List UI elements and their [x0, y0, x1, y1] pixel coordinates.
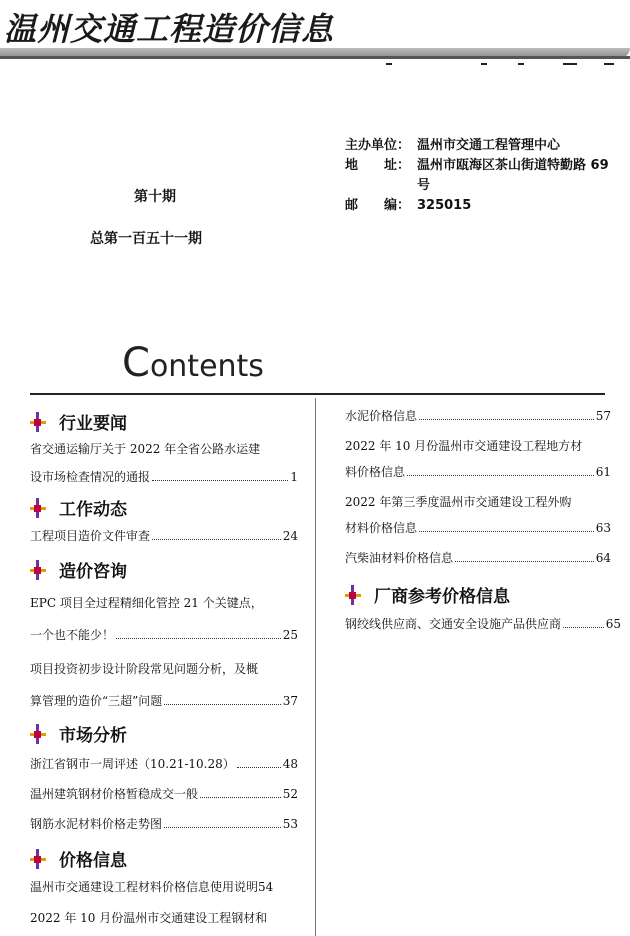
toc-entry[interactable]: [345, 550, 611, 566]
publisher-value: 325015: [417, 198, 472, 213]
toc-entry-page: 54: [258, 880, 274, 894]
section-title: 市场分析: [59, 726, 127, 746]
issue-number: 第十期: [134, 189, 176, 205]
toc-entry-title: 温州建筑钢材价格暂稳成交一般: [30, 787, 199, 801]
toc-entry-page: 63: [595, 521, 611, 535]
toc-entry-title: 浙江省钢市一周评述（10.21-10.28）: [30, 757, 235, 771]
masthead-dash: [563, 63, 577, 65]
section-heading: [30, 557, 127, 582]
toc-entry-page: 48: [282, 757, 298, 771]
toc-entry-title: 设市场检查情况的通报: [30, 470, 151, 484]
toc-entry-title: 算管理的造价“三超”问题: [30, 694, 163, 708]
toc-entry-title: 材料价格信息: [345, 521, 418, 535]
section-title: 厂商参考价格信息: [374, 587, 510, 607]
publisher-value: 温州市交通工程管理中心: [417, 138, 561, 153]
toc-entry[interactable]: [30, 595, 298, 643]
masthead-dash: [518, 63, 524, 65]
toc-entry-title: 钢绞线供应商、交通安全设施产品供应商: [345, 617, 562, 631]
toc-entry[interactable]: [30, 756, 298, 772]
toc-entry[interactable]: [30, 441, 298, 485]
toc-entry-title: 项目投资初步设计阶段常见问题分析，及概: [30, 662, 259, 676]
toc-entry[interactable]: [30, 528, 298, 544]
toc-entry-title: 2022 年 10 月份温州市交通建设工程钢材和: [30, 911, 268, 925]
publisher-key: 地 址：: [345, 158, 411, 173]
masthead-dash: [481, 63, 487, 65]
toc-entry[interactable]: [345, 494, 611, 536]
issue-total: 总第一百五十一期: [90, 231, 202, 247]
toc-entry[interactable]: [345, 616, 621, 632]
column-divider: [315, 398, 316, 936]
toc-entry-page: 52: [282, 787, 298, 801]
toc-entry-title: 2022 年第三季度温州市交通建设工程外购: [345, 495, 572, 509]
toc-entry-page: 37: [282, 694, 298, 708]
toc-entry-page: 65: [605, 617, 621, 631]
bullet-icon: [30, 412, 50, 432]
bullet-icon: [345, 585, 365, 605]
toc-entry[interactable]: [30, 879, 310, 895]
toc-entry[interactable]: [345, 438, 611, 480]
toc-entry-page: 24: [282, 529, 298, 543]
bullet-icon: [30, 724, 50, 744]
section-title: 造价咨询: [59, 562, 127, 582]
toc-entry-title: 汽柴油材料价格信息: [345, 551, 454, 565]
masthead-rule: [0, 56, 630, 59]
toc-entry-page: 25: [282, 628, 298, 642]
publisher-key: 邮 编：: [345, 198, 411, 213]
toc-entry-page: 57: [595, 409, 611, 423]
publisher-key: 主办单位：: [345, 138, 411, 153]
toc-entry-page: 64: [595, 551, 611, 565]
toc-entry-title: 钢筋水泥材料价格走势图: [30, 817, 163, 831]
toc-entry-page: 53: [282, 817, 298, 831]
toc-entry-title: 一个也不能少！: [30, 628, 115, 642]
publisher-row: [345, 196, 617, 216]
toc-entry-title: EPC 项目全过程精细化管控 21 个关键点，: [30, 596, 263, 610]
publisher-value: 温州市瓯海区茶山街道特勤路 69 号: [417, 158, 609, 193]
section-heading: [30, 721, 127, 746]
toc-entry-page: 61: [595, 465, 611, 479]
toc-entry[interactable]: [30, 786, 298, 802]
toc-entry-title: 温州市交通建设工程材料价格信息使用说明: [30, 880, 259, 894]
toc-entry-title: 水泥价格信息: [345, 409, 418, 423]
section-title: 行业要闻: [59, 414, 127, 434]
publisher-row: [345, 136, 617, 156]
contents-first-letter: C: [122, 340, 150, 386]
toc-entry[interactable]: [30, 661, 298, 709]
contents-rule: [30, 393, 605, 395]
toc-entry-title: 2022 年 10 月份温州市交通建设工程地方材: [345, 439, 583, 453]
masthead-dash: [386, 63, 392, 65]
section-heading: [345, 582, 510, 607]
bullet-icon: [30, 498, 50, 518]
section-title: 价格信息: [59, 851, 127, 871]
contents-rest: ontents: [149, 349, 264, 384]
toc-entry[interactable]: [30, 910, 310, 926]
masthead-dash: [604, 63, 614, 65]
section-heading: [30, 846, 127, 871]
toc-entry[interactable]: [345, 408, 611, 424]
bullet-icon: [30, 560, 50, 580]
bullet-icon: [30, 849, 50, 869]
toc-entry-page: 1: [290, 470, 298, 484]
publisher-row: [345, 156, 617, 196]
contents-heading: [122, 340, 264, 386]
publisher-info: [345, 136, 617, 216]
toc-entry-title: 料价格信息: [345, 465, 406, 479]
masthead-title: 温州交通工程造价信息: [4, 10, 335, 48]
section-title: 工作动态: [59, 500, 127, 520]
toc-entry-title: 工程项目造价文件审查: [30, 529, 151, 543]
toc-entry-title: 省交通运输厅关于 2022 年全省公路水运建: [30, 442, 261, 456]
toc-entry[interactable]: [30, 816, 298, 832]
section-heading: [30, 409, 127, 434]
section-heading: [30, 495, 127, 520]
